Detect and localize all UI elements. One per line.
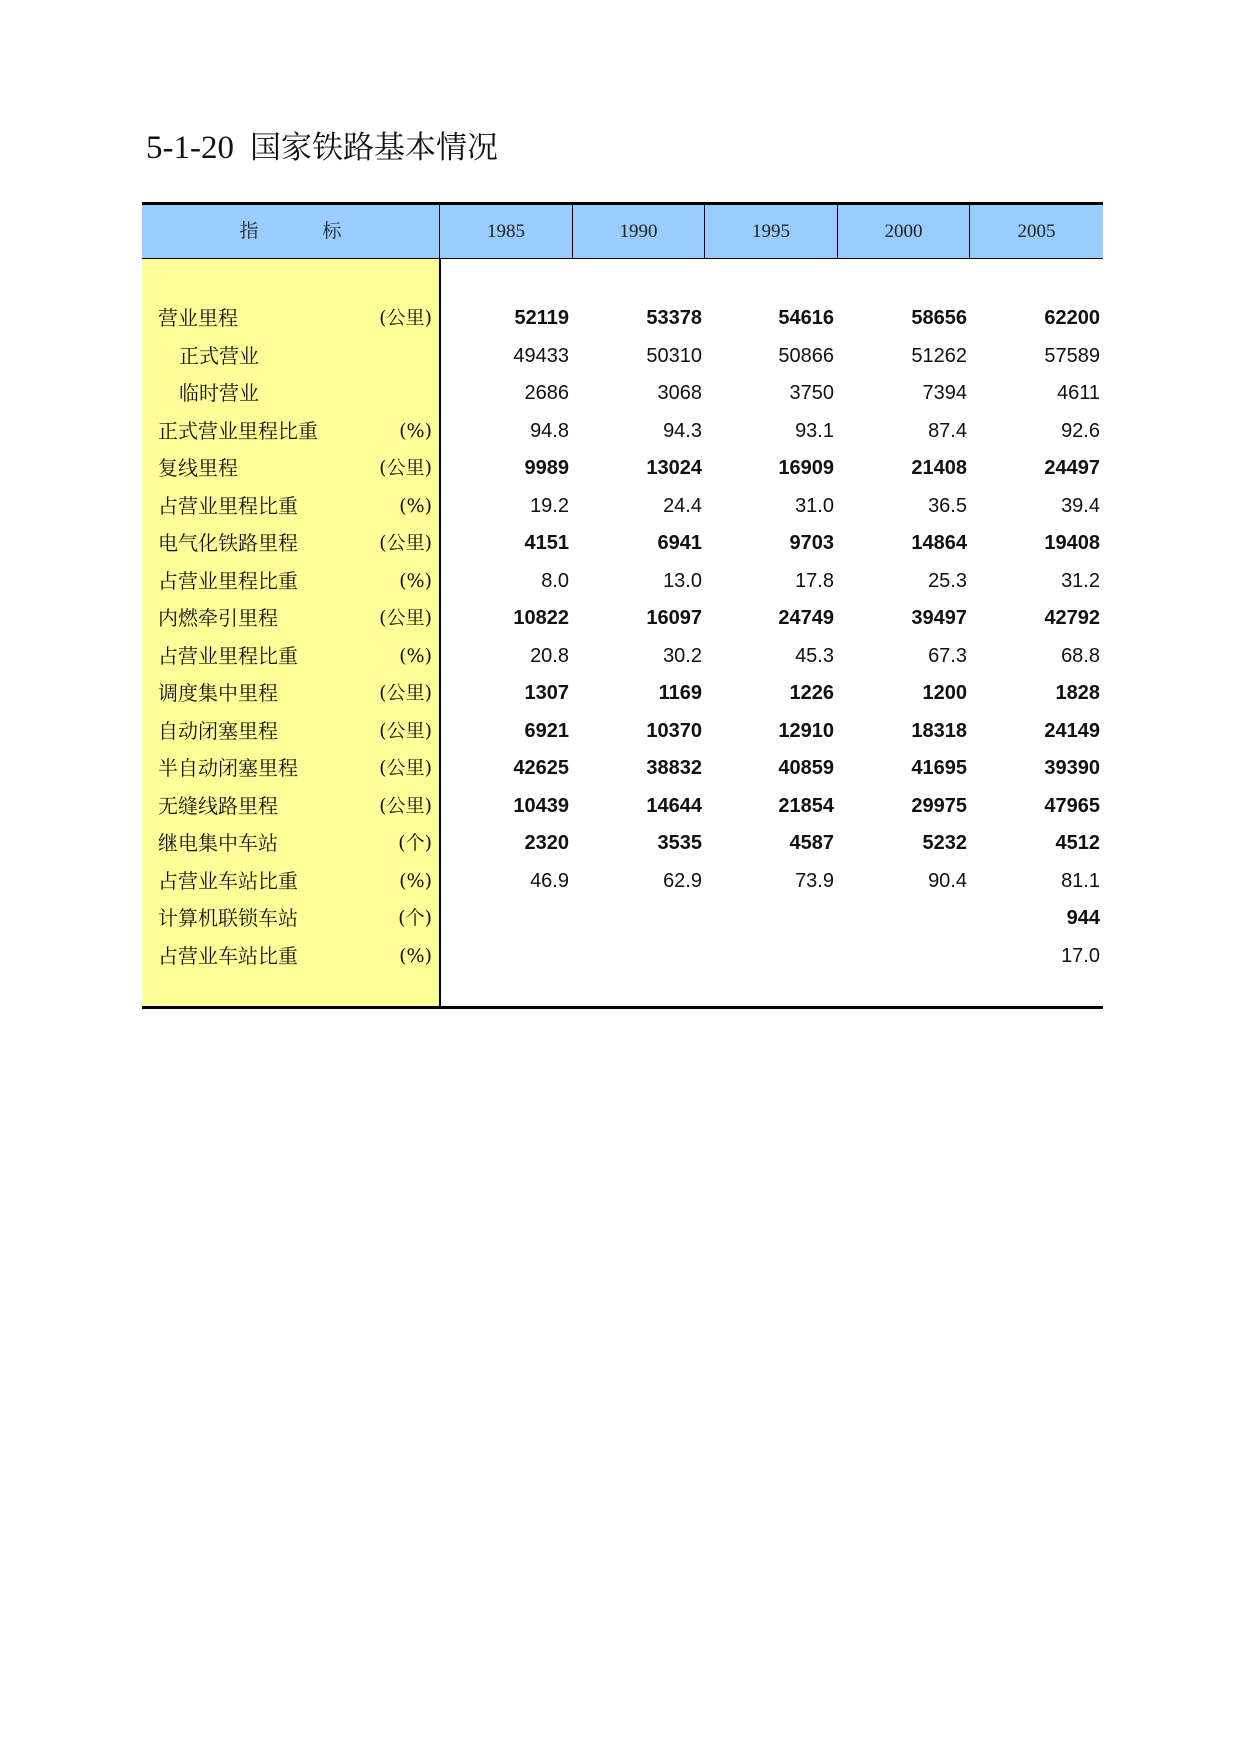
cell-value-1995: 4587 <box>789 832 834 854</box>
cell-value-2000: 1200 <box>922 682 967 704</box>
cell-value-1995: 17.8 <box>795 569 834 592</box>
cell-value-2005: 47965 <box>1044 794 1100 817</box>
row-label: 占营业里程比重 <box>158 568 298 593</box>
cell-value-1985: 4151 <box>524 532 569 554</box>
cell-value-2005: 17.0 <box>1061 944 1100 967</box>
cell-value-2000: 41695 <box>911 757 967 779</box>
row-unit: (公里) <box>379 794 432 817</box>
cell-value-1985: 9989 <box>524 457 569 479</box>
cell-value-1985 <box>443 900 569 937</box>
cell-value-1995: 3750 <box>789 382 834 404</box>
cell-value-1995: 54616 <box>778 307 834 329</box>
table-row <box>142 675 1103 712</box>
row-unit <box>332 375 432 412</box>
cell-value-1990: 24.4 <box>663 494 702 517</box>
cell-value-2000 <box>841 938 967 975</box>
row-unit: (公里) <box>379 457 432 479</box>
row-label: 临时营业 <box>179 381 259 405</box>
row-label: 占营业车站比重 <box>158 943 298 968</box>
header-year-1995: 1995 <box>704 205 837 258</box>
cell-value-1985: 94.8 <box>530 419 569 442</box>
table-row <box>142 600 1103 637</box>
row-unit: (%) <box>399 569 432 592</box>
page-title <box>146 122 498 167</box>
cell-value-2005: 24497 <box>1044 457 1100 479</box>
cell-value-2005: 24149 <box>1044 719 1100 742</box>
cell-value-2005: 62200 <box>1044 307 1100 329</box>
cell-value-2000: 90.4 <box>928 869 967 892</box>
row-label: 半自动闭塞里程 <box>158 756 298 780</box>
cell-value-1985: 2686 <box>524 382 569 404</box>
cell-value-1985: 10822 <box>513 607 569 629</box>
row-label: 占营业里程比重 <box>158 643 298 668</box>
row-label: 营业里程 <box>158 306 238 330</box>
cell-value-1990: 6941 <box>657 532 702 554</box>
cell-value-1990: 16097 <box>646 607 702 629</box>
cell-value-2005: 944 <box>1066 907 1100 929</box>
cell-value-2000 <box>841 900 967 937</box>
cell-value-2000: 58656 <box>911 307 967 329</box>
cell-value-1985: 1307 <box>524 682 569 704</box>
row-unit: (公里) <box>379 719 432 742</box>
bottom-rule <box>142 1006 1103 1009</box>
row-label: 电气化铁路里程 <box>158 531 298 555</box>
cell-value-1985: 20.8 <box>530 644 569 667</box>
cell-value-2000: 39497 <box>911 607 967 629</box>
row-unit: (%) <box>399 644 432 667</box>
row-label: 复线里程 <box>158 456 238 480</box>
cell-value-1990: 38832 <box>646 757 702 779</box>
cell-value-2000: 29975 <box>911 794 967 817</box>
cell-value-1985: 8.0 <box>541 569 569 592</box>
cell-value-2005: 4512 <box>1055 832 1100 854</box>
row-label: 继电集中车站 <box>158 831 278 855</box>
table-row <box>142 863 1103 900</box>
cell-value-1990 <box>576 900 702 937</box>
header-indicator <box>142 205 439 258</box>
cell-value-1990: 13.0 <box>663 569 702 592</box>
cell-value-1990: 14644 <box>646 794 702 817</box>
header-year-1990: 1990 <box>572 205 704 258</box>
table-row <box>142 375 1103 412</box>
cell-value-1985: 46.9 <box>530 869 569 892</box>
table-row <box>142 750 1103 787</box>
cell-value-2005: 39390 <box>1044 757 1100 779</box>
cell-value-1990: 1169 <box>658 682 702 704</box>
table-header <box>142 205 1103 259</box>
cell-value-1995: 12910 <box>778 719 834 742</box>
row-unit: (公里) <box>379 532 432 554</box>
row-label: 正式营业里程比重 <box>158 418 318 443</box>
header-indicator-right: 标 <box>322 220 342 242</box>
cell-value-1985: 10439 <box>513 794 569 817</box>
cell-value-2000: 67.3 <box>928 644 967 667</box>
cell-value-2005: 31.2 <box>1061 569 1100 592</box>
cell-value-1995: 93.1 <box>795 419 834 442</box>
cell-value-2005: 92.6 <box>1061 419 1100 442</box>
row-unit <box>332 338 432 375</box>
cell-value-2005: 39.4 <box>1061 494 1100 517</box>
row-unit: (公里) <box>379 307 432 329</box>
cell-value-1985: 52119 <box>514 307 569 329</box>
cell-value-1995: 50866 <box>778 344 834 367</box>
cell-value-2000: 87.4 <box>928 419 967 442</box>
row-label: 占营业里程比重 <box>158 493 298 518</box>
table-row <box>142 788 1103 825</box>
cell-value-1995: 40859 <box>778 757 834 779</box>
row-unit: (%) <box>399 494 432 517</box>
table-row <box>142 525 1103 562</box>
row-label: 计算机联锁车站 <box>158 906 298 930</box>
table-row <box>142 638 1103 675</box>
row-unit: (个) <box>398 907 432 929</box>
cell-value-1995: 1226 <box>789 682 834 704</box>
cell-value-2005: 57589 <box>1044 344 1100 367</box>
table-row <box>142 338 1103 375</box>
cell-value-1985: 19.2 <box>530 494 569 517</box>
table-row <box>142 563 1103 600</box>
row-label: 内燃牵引里程 <box>158 606 278 630</box>
row-unit: (公里) <box>379 757 432 779</box>
cell-value-1995: 73.9 <box>795 869 834 892</box>
table-row <box>142 300 1103 337</box>
cell-value-2005: 19408 <box>1044 532 1100 554</box>
cell-value-1990: 13024 <box>646 457 702 479</box>
row-unit: (公里) <box>379 682 432 704</box>
table-row <box>142 825 1103 862</box>
cell-value-1985: 42625 <box>513 757 569 779</box>
row-label: 自动闭塞里程 <box>158 718 278 743</box>
cell-value-2005: 1828 <box>1055 682 1100 704</box>
cell-value-1995: 31.0 <box>795 494 834 517</box>
cell-value-1995: 21854 <box>778 794 834 817</box>
table-row <box>142 713 1103 750</box>
cell-value-1990: 3068 <box>657 382 702 404</box>
cell-value-1990 <box>576 938 702 975</box>
cell-value-2005: 4611 <box>1056 382 1100 404</box>
cell-value-1990: 10370 <box>646 719 702 742</box>
table-row <box>142 450 1103 487</box>
railway-stats-table <box>142 202 1103 1009</box>
title-code: 5-1-20 <box>146 130 234 166</box>
cell-value-1995: 16909 <box>778 457 834 479</box>
table-row <box>142 488 1103 525</box>
table-row <box>142 938 1103 975</box>
title-text: 国家铁路基本情况 <box>249 130 498 166</box>
cell-value-1990: 94.3 <box>663 419 702 442</box>
header-year-1985: 1985 <box>439 205 572 258</box>
cell-value-2000: 7394 <box>922 382 967 404</box>
cell-value-1990: 53378 <box>646 307 702 329</box>
header-year-2005: 2005 <box>969 205 1103 258</box>
table-row <box>142 413 1103 450</box>
row-unit: (个) <box>398 832 432 854</box>
header-year-2000: 2000 <box>837 205 969 258</box>
cell-value-1990: 62.9 <box>663 869 702 892</box>
cell-value-1995: 45.3 <box>795 644 834 667</box>
cell-value-2000: 5232 <box>922 832 967 854</box>
cell-value-1985 <box>443 938 569 975</box>
cell-value-1990: 30.2 <box>663 644 702 667</box>
cell-value-1995 <box>708 938 834 975</box>
cell-value-1985: 6921 <box>524 719 569 742</box>
cell-value-1990: 50310 <box>646 344 702 367</box>
cell-value-1995: 24749 <box>778 607 834 629</box>
cell-value-2000: 36.5 <box>928 494 967 517</box>
cell-value-1985: 49433 <box>513 344 569 367</box>
row-unit: (%) <box>399 944 432 967</box>
cell-value-2000: 25.3 <box>928 569 967 592</box>
cell-value-2005: 68.8 <box>1061 644 1100 667</box>
row-unit: (%) <box>399 869 432 892</box>
cell-value-2000: 18318 <box>911 719 967 742</box>
cell-value-1985: 2320 <box>524 832 569 854</box>
row-label: 无缝线路里程 <box>158 793 278 818</box>
row-label: 正式营业 <box>179 343 259 368</box>
row-label: 占营业车站比重 <box>158 868 298 893</box>
row-unit: (公里) <box>379 607 432 629</box>
cell-value-2005: 81.1 <box>1061 869 1100 892</box>
cell-value-2005: 42792 <box>1044 607 1100 629</box>
cell-value-1995 <box>708 900 834 937</box>
cell-value-1990: 3535 <box>657 832 702 854</box>
row-unit: (%) <box>399 419 432 442</box>
cell-value-2000: 21408 <box>911 457 967 479</box>
table-row <box>142 900 1103 937</box>
row-label: 调度集中里程 <box>158 681 278 705</box>
cell-value-1995: 9703 <box>789 532 834 554</box>
cell-value-2000: 14864 <box>911 532 967 554</box>
header-indicator-left: 指 <box>239 220 259 242</box>
cell-value-2000: 51262 <box>911 344 967 367</box>
